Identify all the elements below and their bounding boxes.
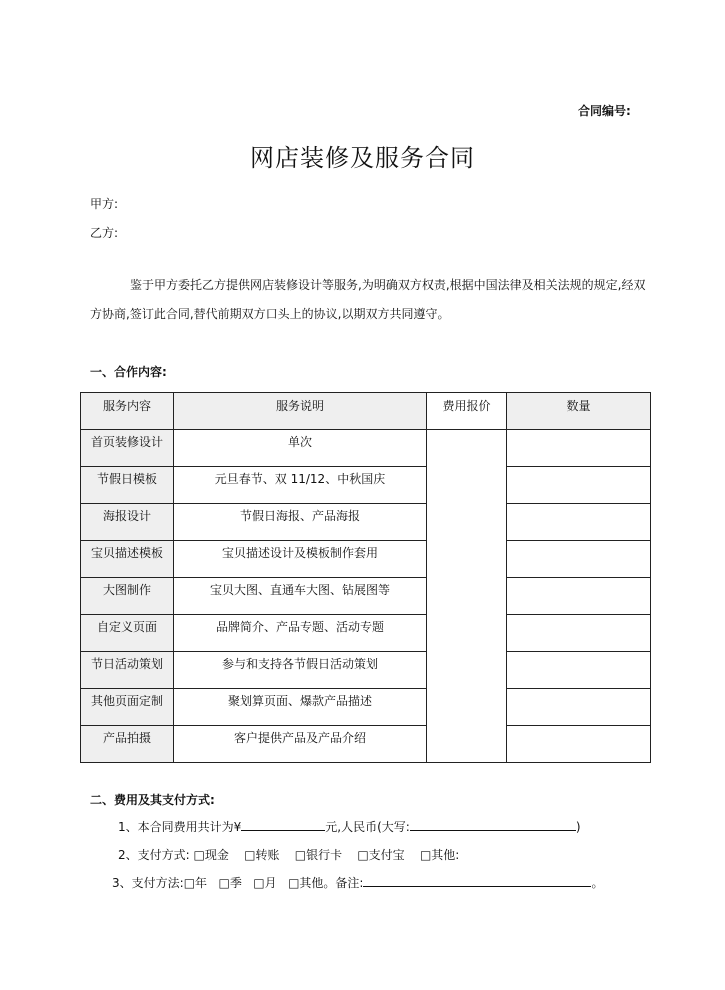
option-month[interactable]: □月 [253,876,277,890]
qty-cell[interactable] [507,541,651,578]
column-header: 数量 [507,393,651,430]
service-desc: 元旦春节、双 11/12、中秋国庆 [174,467,427,504]
service-desc: 品牌简介、产品专题、活动专题 [174,615,427,652]
remark-field[interactable] [363,874,591,887]
service-desc: 宝贝描述设计及模板制作套用 [174,541,427,578]
service-item: 其他页面定制 [81,689,174,726]
payment-schedule-line [112,874,603,891]
option-other[interactable]: □其他: [419,848,460,862]
payment-method-label: 2、支付方式: [118,848,190,862]
closing-paren: ) [575,820,581,834]
page-title: 网店装修及服务合同 [250,144,475,172]
intro-paragraph: 鉴于甲方委托乙方提供网店装修设计等服务,为明确双方权责,根据中国法律及相关法规的规定,经双方协商,签订此合同,替代前期双方口头上的协议,以期双方共同遵守。 [90,278,646,321]
option-bank-card[interactable]: □银行卡 [294,848,343,862]
qty-cell[interactable] [507,726,651,763]
service-item: 节日活动策划 [81,652,174,689]
column-header: 服务说明 [174,393,427,430]
table-row [81,541,651,578]
service-item: 节假日模板 [81,467,174,504]
table-row [81,467,651,504]
rmb-label: 元,人民币(大写: [325,820,410,834]
table-row [81,652,651,689]
payment-schedule-label: 3、支付方法: [112,876,184,890]
column-header: 服务内容 [81,393,174,430]
option-year[interactable]: □年 [183,876,208,890]
total-label: 1、本合同费用共计为¥ [118,820,242,834]
service-desc: 客户提供产品及产品介绍 [174,726,427,763]
service-item: 大图制作 [81,578,174,615]
service-desc: 节假日海报、产品海报 [174,504,427,541]
party-b-label: 乙方: [90,226,119,240]
table-row [81,430,651,467]
qty-cell[interactable] [507,689,651,726]
option-quarter[interactable]: □季 [218,876,242,890]
service-desc: 宝贝大图、直通车大图、钻展图等 [174,578,427,615]
service-item: 宝贝描述模板 [81,541,174,578]
qty-cell[interactable] [507,578,651,615]
qty-cell[interactable] [507,504,651,541]
service-desc: 聚划算页面、爆款产品描述 [174,689,427,726]
service-desc: 参与和支持各节假日活动策划 [174,652,427,689]
option-alipay[interactable]: □支付宝 [357,848,405,862]
service-desc: 单次 [174,430,427,467]
service-item: 产品拍摄 [81,726,174,763]
qty-cell[interactable] [507,467,651,504]
payment-method-line [118,846,459,863]
table-row [81,726,651,763]
table-row [81,615,651,652]
table-row [81,504,651,541]
service-item: 海报设计 [81,504,174,541]
service-item: 自定义页面 [81,615,174,652]
section-1-heading: 一、合作内容: [90,365,167,379]
table-row [81,689,651,726]
section-2-heading: 二、费用及其支付方式: [90,793,215,807]
party-a-label: 甲方: [90,197,119,211]
column-header: 费用报价 [427,393,507,430]
payment-total-line [118,818,581,835]
option-transfer[interactable]: □转账 [244,848,280,862]
total-amount-field[interactable] [241,818,325,831]
qty-cell[interactable] [507,652,651,689]
table-row [81,578,651,615]
qty-cell[interactable] [507,615,651,652]
period: 。 [591,876,604,890]
table-header-row [81,393,651,430]
service-item: 首页装修设计 [81,430,174,467]
amount-in-words-field[interactable] [410,818,576,831]
fee-cell[interactable] [427,430,507,763]
cooperation-table [80,392,651,763]
option-cash[interactable]: □现金 [193,848,229,862]
qty-cell[interactable] [507,430,651,467]
option-other-remark[interactable]: □其他。备注: [288,876,364,890]
contract-number-label: 合同编号: [578,104,631,118]
